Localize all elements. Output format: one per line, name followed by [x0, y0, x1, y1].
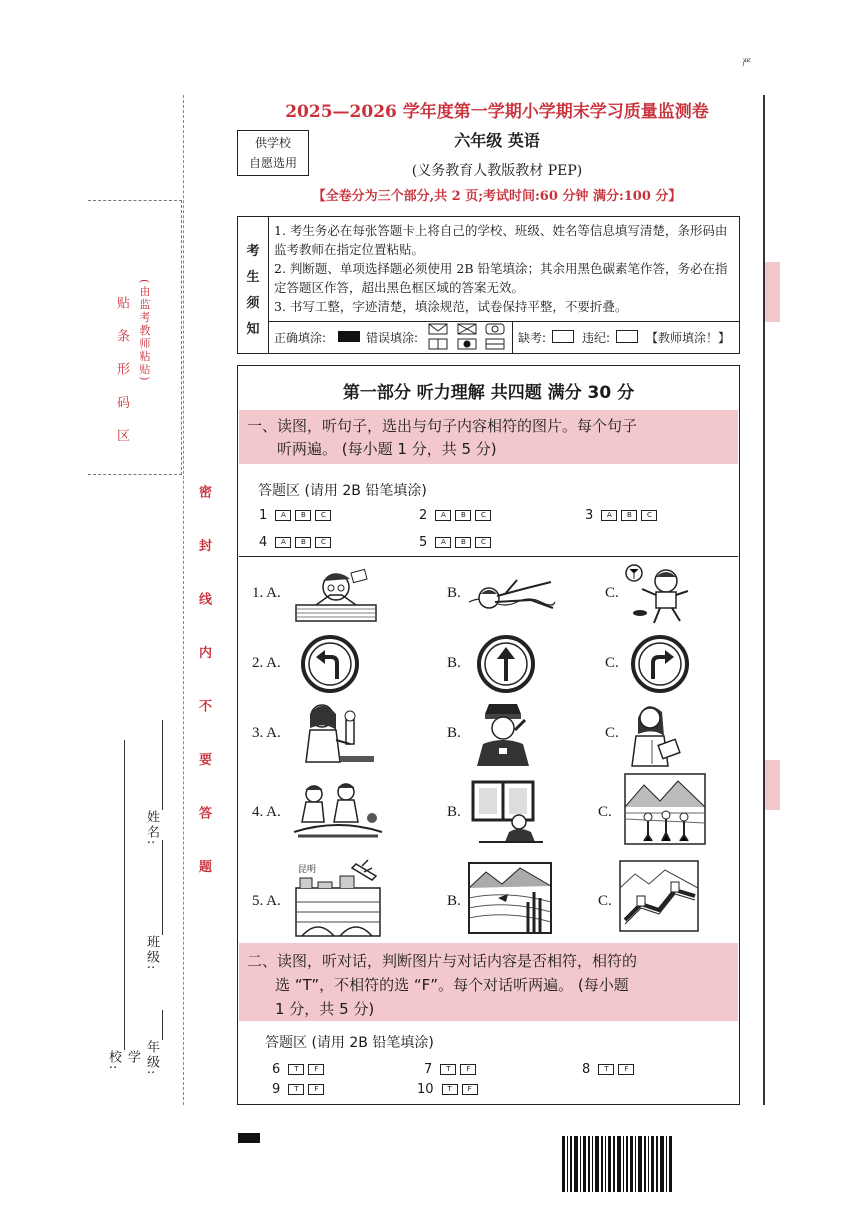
bubble-a[interactable]: A	[435, 510, 451, 521]
answer-q8	[582, 1062, 638, 1077]
row5-label-c: C.	[598, 893, 612, 909]
row5-label-b: B.	[447, 893, 461, 909]
bubble-a[interactable]: A	[601, 510, 617, 521]
bubble-f[interactable]: F	[308, 1064, 324, 1075]
grade-subject: 六年级 英语	[454, 131, 540, 150]
q-num: 1	[259, 508, 268, 523]
bubble-c[interactable]: C	[315, 510, 331, 521]
bubble-b[interactable]: B	[455, 510, 471, 521]
notice-divider-v	[512, 321, 513, 353]
row4-label-c: C.	[598, 804, 612, 820]
fold-line	[183, 95, 184, 1105]
bubble-t[interactable]: T	[598, 1064, 614, 1075]
violation-label: 违纪:	[582, 331, 611, 345]
name-label: 姓名:	[144, 810, 159, 847]
boy-playing-football-picture	[624, 563, 694, 629]
q-num: 2	[419, 508, 428, 523]
right-edge-band-2	[765, 760, 780, 810]
bubble-b[interactable]: B	[621, 510, 637, 521]
q-num: 3	[585, 508, 594, 523]
seal-line-label: 密 封 线 内 不 要 答 题	[196, 485, 211, 891]
boy-reading-picture	[290, 565, 382, 627]
answer-q3	[585, 508, 661, 523]
notice-label-char: 须	[246, 296, 260, 311]
boy-swimming-picture	[465, 572, 557, 620]
row3-label-a: 3. A.	[252, 725, 281, 741]
barcode-note: (由监考教师粘贴)	[138, 279, 151, 383]
barcode-area-box	[88, 200, 182, 475]
bubble-b[interactable]: B	[295, 510, 311, 521]
row2-label-c: C.	[605, 655, 619, 671]
school-label: 学校:	[106, 1050, 140, 1072]
page-mark: 严	[742, 59, 752, 69]
bubble-t[interactable]: T	[288, 1084, 304, 1095]
absent-label: 缺考:	[518, 331, 547, 345]
row1-label-a: 1. A.	[252, 585, 281, 601]
kids-cleaning-picture	[292, 778, 384, 840]
bubble-f[interactable]: F	[308, 1084, 324, 1095]
notice-label-char: 知	[246, 322, 260, 337]
bubble-c[interactable]: C	[475, 537, 491, 548]
go-straight-sign	[477, 635, 535, 693]
section2-instruction-line1: 二、读图，听对话，判断图片与对话内容是否相符，相符的	[247, 952, 638, 970]
violation-box[interactable]	[616, 330, 638, 343]
tag-line-2: 自愿选用	[248, 156, 297, 170]
row1-label-c: C.	[605, 585, 619, 601]
bubble-t[interactable]: T	[288, 1064, 304, 1075]
row5-label-a: 5. A.	[252, 893, 281, 909]
bubble-a[interactable]: A	[275, 510, 291, 521]
barcode-area-label: 贴 条 形 码 区	[114, 296, 129, 450]
answer-q1	[259, 508, 335, 523]
school-field[interactable]	[124, 740, 125, 1050]
teacher-fill-note: 【教师填涂！】	[646, 331, 731, 345]
correct-fill-sample	[338, 331, 360, 342]
class-field[interactable]	[162, 840, 163, 935]
notice-divider	[268, 321, 739, 322]
turn-right-sign	[631, 635, 689, 693]
notice-label-char: 考	[246, 244, 260, 259]
bubble-b[interactable]: B	[295, 537, 311, 548]
right-page-edge	[763, 95, 765, 1105]
person-window-picture	[469, 778, 545, 844]
row3-label-c: C.	[605, 725, 619, 741]
grade-field[interactable]	[162, 1010, 163, 1040]
notice-items	[274, 221, 736, 316]
row1-label-b: B.	[447, 585, 461, 601]
notice-label-char: 生	[246, 270, 260, 285]
exam-info: 【全卷分为三个部分,共 2 页;考试时间:60 分钟 满分:100 分】	[312, 189, 682, 204]
exam-title: 2025—2026 学年度第一学期小学期末学习质量监测卷	[285, 102, 709, 122]
q-num: 6	[272, 1062, 281, 1077]
answer-q4	[259, 535, 335, 550]
scientist-picture	[296, 700, 378, 768]
q-num: 5	[419, 535, 428, 550]
row4-label-a: 4. A.	[252, 804, 281, 820]
notice-item-1: 1. 考生务必在每张答题卡上将自己的学校、班级、姓名等信息填写清楚，条形码由监考教师在指定位置粘贴。	[274, 223, 728, 257]
bubble-a[interactable]: A	[275, 537, 291, 548]
section1-instruction-line2: 听两遍。 (每小题 1 分，共 5 分)	[277, 440, 497, 458]
bubble-f[interactable]: F	[462, 1084, 478, 1095]
bubble-f[interactable]: F	[460, 1064, 476, 1075]
correct-fill-label: 正确填涂:	[274, 331, 327, 345]
notice-box	[237, 216, 740, 354]
hikers-mountain-picture	[624, 773, 706, 845]
police-officer-picture	[471, 700, 535, 768]
barcode	[562, 1136, 672, 1192]
grade-label: 年级:	[144, 1040, 159, 1077]
notice-item-3: 3. 书写工整，字迹清楚，填涂规范，试卷保持平整，不要折叠。	[274, 299, 628, 314]
section1-instruction-line1: 一、读图，听句子，选出与句子内容相符的图片。每个句子	[247, 417, 638, 435]
notice-label-cell	[238, 217, 269, 353]
bubble-b[interactable]: B	[455, 537, 471, 548]
alignment-mark	[238, 1133, 260, 1143]
section1-answer-area-label: 答题区 (请用 2B 铅笔填涂)	[258, 483, 427, 499]
turn-left-sign	[301, 635, 359, 693]
bubble-c[interactable]: C	[641, 510, 657, 521]
section2-band	[239, 943, 738, 1021]
q-num: 7	[424, 1062, 433, 1077]
q-num: 9	[272, 1082, 281, 1097]
q-num: 10	[417, 1082, 434, 1097]
wrong-fill-samples	[428, 323, 508, 351]
answer-q10	[417, 1082, 482, 1097]
bubble-c[interactable]: C	[475, 510, 491, 521]
bubble-a[interactable]: A	[435, 537, 451, 548]
section1-band	[239, 410, 738, 464]
right-edge-band-1	[765, 262, 780, 322]
kunming-city-picture	[292, 858, 384, 938]
section1-divider	[239, 556, 738, 557]
section2-instruction-line3: 1 分，共 5 分)	[275, 1000, 375, 1018]
q-num: 8	[582, 1062, 591, 1077]
row3-label-b: B.	[447, 725, 461, 741]
bubble-f[interactable]: F	[618, 1064, 634, 1075]
bubble-c[interactable]: C	[315, 537, 331, 548]
row4-label-b: B.	[447, 804, 461, 820]
edition-line: (义务教育人教版教材 PEP)	[411, 163, 583, 179]
notice-item-2: 2. 判断题、单项选择题必须使用 2B 铅笔填涂；其余用黑色碳素笔作答，务必在指定答题区作答，超出黑色框区域的答案无效。	[274, 261, 728, 295]
river-landscape-picture	[468, 862, 552, 934]
answer-q2	[419, 508, 495, 523]
class-label: 班级:	[144, 935, 159, 972]
wrong-fill-label: 错误填涂:	[366, 331, 419, 345]
bubble-t[interactable]: T	[442, 1084, 458, 1095]
name-field[interactable]	[162, 720, 163, 810]
absent-box[interactable]	[552, 330, 574, 343]
tag-line-1: 供学校	[254, 136, 291, 150]
row2-label-b: B.	[447, 655, 461, 671]
row2-label-a: 2. A.	[252, 655, 281, 671]
teacher-picture	[624, 700, 684, 768]
answer-q7	[424, 1062, 480, 1077]
section2-instruction-line2: 选 “T”，不相符的选 “F”。每个对话听两遍。 (每小题	[275, 976, 629, 994]
great-wall-picture	[619, 860, 699, 932]
q-num: 4	[259, 535, 268, 550]
part1-title: 第一部分 听力理解 共四题 满分 30 分	[342, 383, 635, 403]
answer-q6	[272, 1062, 328, 1077]
answer-q9	[272, 1082, 328, 1097]
answer-q5	[419, 535, 495, 550]
kunming-sign-text: 昆明	[298, 865, 317, 875]
section2-answer-area-label: 答题区 (请用 2B 铅笔填涂)	[265, 1035, 434, 1051]
bubble-t[interactable]: T	[440, 1064, 456, 1075]
